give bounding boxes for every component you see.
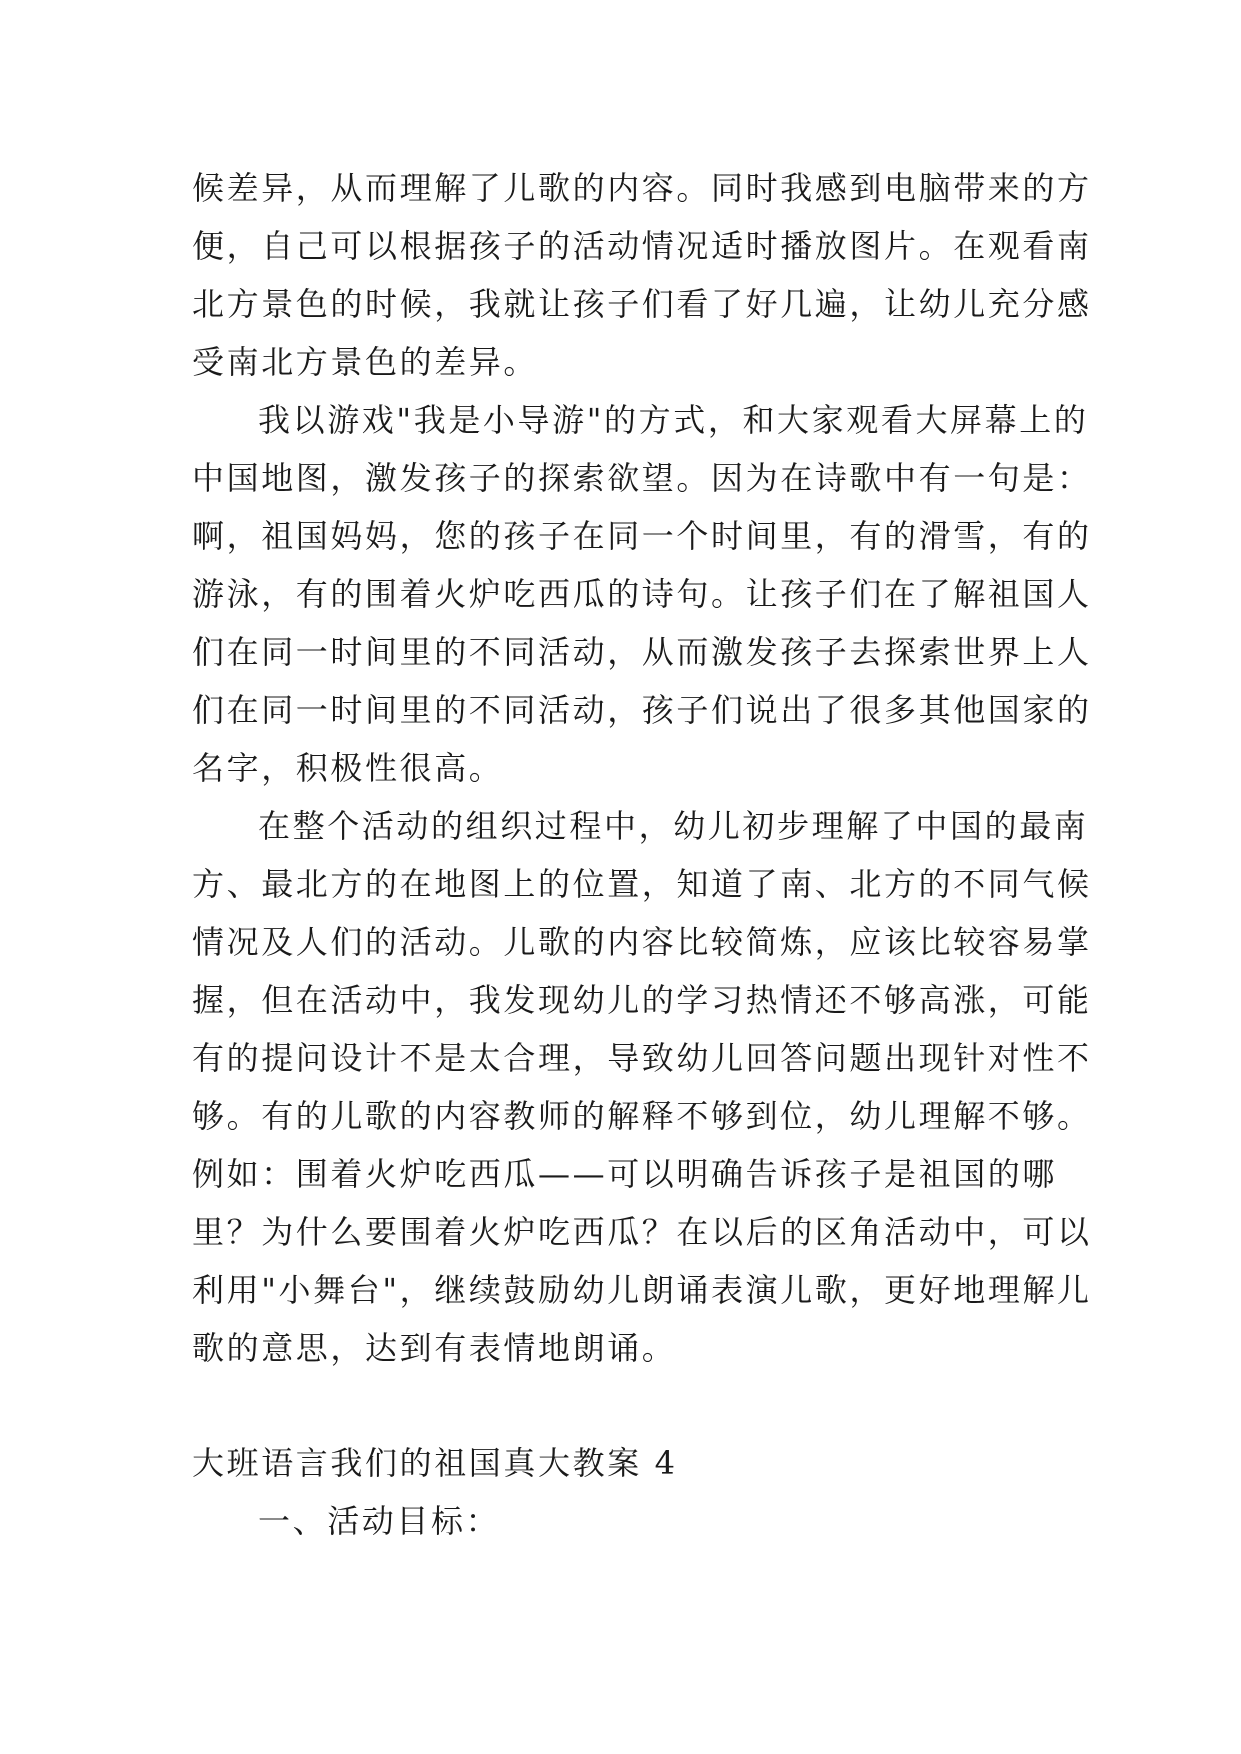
text-line: 例如：围着火炉吃西瓜——可以明确告诉孩子是祖国的哪 — [192, 1155, 1058, 1193]
text-line: 情况及人们的活动。儿歌的内容比较简炼，应该比较容易掌 — [192, 923, 1092, 961]
text-line: 们在同一时间里的不同活动，孩子们说出了很多其他国家的 — [192, 691, 1092, 729]
subsection-heading — [192, 1492, 1052, 1550]
text-line: 在整个活动的组织过程中，幼儿初步理解了中国的最南 — [258, 807, 1089, 845]
paragraph-tour-guide-game — [192, 391, 1092, 797]
text-line: 利用"小舞台"，继续鼓励幼儿朗诵表演儿歌，更好地理解儿 — [192, 1271, 1092, 1309]
text-line: 们在同一时间里的不同活动，从而激发孩子去探索世界上人 — [192, 633, 1092, 671]
text-line: 候差异，从而理解了儿歌的内容。同时我感到电脑带来的方 — [192, 169, 1092, 207]
text-line: 名字，积极性很高。 — [192, 749, 504, 787]
subsection-heading-text: 一、活动目标： — [258, 1502, 501, 1540]
text-line: 游泳，有的围着火炉吃西瓜的诗句。让孩子们在了解祖国人 — [192, 575, 1092, 613]
text-line: 中国地图，激发孩子的探索欲望。因为在诗歌中有一句是： — [192, 459, 1092, 497]
text-line: 我以游戏"我是小导游"的方式，和大家观看大屏幕上的 — [258, 401, 1089, 439]
text-line: 北方景色的时候，我就让孩子们看了好几遍，让幼儿充分感 — [192, 285, 1092, 323]
section-title — [192, 1434, 1052, 1492]
text-line: 受南北方景色的差异。 — [192, 343, 539, 381]
paragraph-reflection — [192, 797, 1092, 1377]
text-line: 握，但在活动中，我发现幼儿的学习热情还不够高涨，可能 — [192, 981, 1092, 1019]
text-line: 便，自己可以根据孩子的活动情况适时播放图片。在观看南 — [192, 227, 1092, 265]
paragraph-continuation — [192, 159, 1092, 391]
text-line: 歌的意思，达到有表情地朗诵。 — [192, 1329, 677, 1367]
text-line: 有的提问设计不是太合理，导致幼儿回答问题出现针对性不 — [192, 1039, 1092, 1077]
text-line: 里？为什么要围着火炉吃西瓜？在以后的区角活动中，可以 — [192, 1213, 1092, 1251]
text-line: 啊，祖国妈妈，您的孩子在同一个时间里，有的滑雪，有的 — [192, 517, 1092, 555]
section-title-text: 大班语言我们的祖国真大教案 4 — [192, 1444, 678, 1482]
text-line: 方、最北方的在地图上的位置，知道了南、北方的不同气候 — [192, 865, 1092, 903]
text-line: 够。有的儿歌的内容教师的解释不够到位，幼儿理解不够。 — [192, 1097, 1092, 1135]
